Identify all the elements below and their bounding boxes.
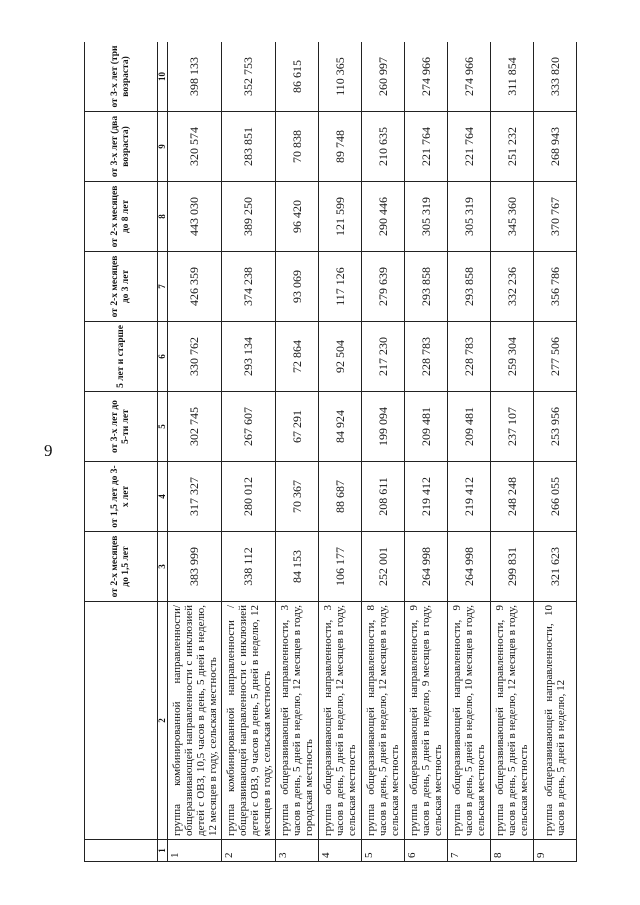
table-cell: 259 304 xyxy=(491,322,534,392)
table-row xyxy=(491,42,534,862)
table-cell: 398 133 xyxy=(168,42,222,112)
table-cell: 92 504 xyxy=(319,322,362,392)
column-header xyxy=(85,602,158,840)
column-index: 1 xyxy=(158,840,168,862)
table-cell: 283 851 xyxy=(222,112,276,182)
table-cell: 219 412 xyxy=(448,462,491,532)
table-cell: 221 764 xyxy=(448,112,491,182)
table-row xyxy=(362,42,405,862)
column-header: 5 лет и старше xyxy=(85,322,158,392)
table-cell: 121 599 xyxy=(319,182,362,252)
table-cell: 67 291 xyxy=(276,392,319,462)
table-cell: 264 998 xyxy=(405,532,448,602)
table-cell: 70 367 xyxy=(276,462,319,532)
table-cell: 305 319 xyxy=(405,182,448,252)
table-cell: 252 001 xyxy=(362,532,405,602)
table-cell: 221 764 xyxy=(405,112,448,182)
table-cell: 426 359 xyxy=(168,252,222,322)
row-description: группа общеразвивающей направленности, 3 часов в день, 5 дней в неделю, 12 месяцев в году, городская местность xyxy=(276,602,319,840)
row-number: 9 xyxy=(534,840,577,862)
column-index: 6 xyxy=(158,322,168,392)
column-header: от 3-х лет (три возраста) xyxy=(85,42,158,112)
table-cell: 208 611 xyxy=(362,462,405,532)
row-number: 6 xyxy=(405,840,448,862)
table-cell: 443 030 xyxy=(168,182,222,252)
table-row xyxy=(276,42,319,862)
column-index: 9 xyxy=(158,112,168,182)
table-cell: 370 767 xyxy=(534,182,577,252)
table-cell: 352 753 xyxy=(222,42,276,112)
table-cell: 293 858 xyxy=(448,252,491,322)
table-cell: 305 319 xyxy=(448,182,491,252)
table-cell: 70 838 xyxy=(276,112,319,182)
table-cell: 117 126 xyxy=(319,252,362,322)
row-description: группа комбинированной направленности/ общеразвивающей направленности с инклюзией детей с ОВЗ, 10,5 часов в день, 5 дней в неделю, 12 месяцев в году, сельская местность xyxy=(168,602,222,840)
table-cell: 321 623 xyxy=(534,532,577,602)
table-cell: 333 820 xyxy=(534,42,577,112)
table-cell: 93 069 xyxy=(276,252,319,322)
table-cell: 89 748 xyxy=(319,112,362,182)
table-cell: 110 365 xyxy=(319,42,362,112)
table-row xyxy=(319,42,362,862)
column-index: 8 xyxy=(158,182,168,252)
table-cell: 84 924 xyxy=(319,392,362,462)
table-cell: 217 230 xyxy=(362,322,405,392)
table-cell: 280 012 xyxy=(222,462,276,532)
table-cell: 209 481 xyxy=(405,392,448,462)
table-cell: 88 687 xyxy=(319,462,362,532)
table-cell: 389 250 xyxy=(222,182,276,252)
table-cell: 320 574 xyxy=(168,112,222,182)
table-cell: 228 783 xyxy=(448,322,491,392)
table-cell: 383 999 xyxy=(168,532,222,602)
table-row xyxy=(405,42,448,862)
header-row xyxy=(85,42,158,862)
column-header: от 1,5 лет до 3-х лет xyxy=(85,462,158,532)
table-cell: 277 506 xyxy=(534,322,577,392)
table-cell: 274 966 xyxy=(448,42,491,112)
table-cell: 199 094 xyxy=(362,392,405,462)
table-cell: 72 864 xyxy=(276,322,319,392)
row-description: группа общеразвивающей направленности, 10 часов в день, 5 дней в неделю, 12 xyxy=(534,602,577,840)
table-cell: 293 134 xyxy=(222,322,276,392)
table-cell: 267 607 xyxy=(222,392,276,462)
table-content xyxy=(84,42,634,862)
table-cell: 266 055 xyxy=(534,462,577,532)
table-cell: 264 998 xyxy=(448,532,491,602)
table-cell: 356 786 xyxy=(534,252,577,322)
column-index-row xyxy=(158,42,168,862)
table-cell: 96 420 xyxy=(276,182,319,252)
table-cell: 338 112 xyxy=(222,532,276,602)
column-index: 4 xyxy=(158,462,168,532)
row-number: 1 xyxy=(168,840,222,862)
row-number: 7 xyxy=(448,840,491,862)
table-cell: 268 943 xyxy=(534,112,577,182)
table-cell: 260 997 xyxy=(362,42,405,112)
table-row xyxy=(168,42,222,862)
table-row xyxy=(534,42,577,862)
table-cell: 299 831 xyxy=(491,532,534,602)
table-cell: 332 236 xyxy=(491,252,534,322)
table-cell: 290 446 xyxy=(362,182,405,252)
row-description: группа общеразвивающей направленности, 9 часов в день, 5 дней в неделю, 10 месяцев в году, сельская местность xyxy=(448,602,491,840)
row-description: группа общеразвивающей направленности, 9 часов в день, 5 дней в неделю, 12 месяцев в году, сельская местность xyxy=(491,602,534,840)
column-index: 10 xyxy=(158,42,168,112)
column-index: 2 xyxy=(158,602,168,840)
table-cell: 330 762 xyxy=(168,322,222,392)
table-cell: 293 858 xyxy=(405,252,448,322)
row-number: 5 xyxy=(362,840,405,862)
row-description: группа комбинированной направленности / общеразвивающей направленности с инклюзией детей с ОВЗ, 9 часов в день, 5 дней в неделю, 12 месяцев в году, сельская местность xyxy=(222,602,276,840)
table-cell: 219 412 xyxy=(405,462,448,532)
column-index: 3 xyxy=(158,532,168,602)
table-cell: 311 854 xyxy=(491,42,534,112)
row-description: группа общеразвивающей направленности, 3 часов в день, 5 дней в неделю, 12 месяцев в году, сельская местность xyxy=(319,602,362,840)
column-header: от 3-х лет до 5-ти лет xyxy=(85,392,158,462)
table-row xyxy=(222,42,276,862)
column-index: 7 xyxy=(158,252,168,322)
table-cell: 374 238 xyxy=(222,252,276,322)
column-header: от 2-х месяцев до 1,5 лет xyxy=(85,532,158,602)
table-cell: 106 177 xyxy=(319,532,362,602)
row-number: 4 xyxy=(319,840,362,862)
row-number: 8 xyxy=(491,840,534,862)
table-cell: 84 153 xyxy=(276,532,319,602)
table-cell: 248 248 xyxy=(491,462,534,532)
row-number: 3 xyxy=(276,840,319,862)
table-cell: 209 481 xyxy=(448,392,491,462)
rotated-table-frame xyxy=(84,42,634,862)
table-cell: 302 745 xyxy=(168,392,222,462)
row-description: группа общеразвивающей направленности, 9 часов в день, 5 дней в неделю, 9 месяцев в году, сельская местность xyxy=(405,602,448,840)
table-cell: 237 107 xyxy=(491,392,534,462)
table-cell: 86 615 xyxy=(276,42,319,112)
table-cell: 279 639 xyxy=(362,252,405,322)
column-header: от 2-х месяцев до 8 лет xyxy=(85,182,158,252)
column-header: от 3-х лет (два возраста) xyxy=(85,112,158,182)
column-index: 5 xyxy=(158,392,168,462)
table-row xyxy=(448,42,491,862)
page-number: 9 xyxy=(44,441,53,460)
cost-table xyxy=(84,42,577,862)
row-description: группа общеразвивающей направленности, 8 часов в день, 5 дней в неделю, 12 месяцев в году, сельская местность xyxy=(362,602,405,840)
column-header xyxy=(85,840,158,862)
table-cell: 345 360 xyxy=(491,182,534,252)
row-number: 2 xyxy=(222,840,276,862)
table-cell: 274 966 xyxy=(405,42,448,112)
table-cell: 253 956 xyxy=(534,392,577,462)
table-cell: 210 635 xyxy=(362,112,405,182)
table-cell: 317 327 xyxy=(168,462,222,532)
table-cell: 228 783 xyxy=(405,322,448,392)
column-header: от 2-х месяцев до 3 лет xyxy=(85,252,158,322)
table-cell: 251 232 xyxy=(491,112,534,182)
